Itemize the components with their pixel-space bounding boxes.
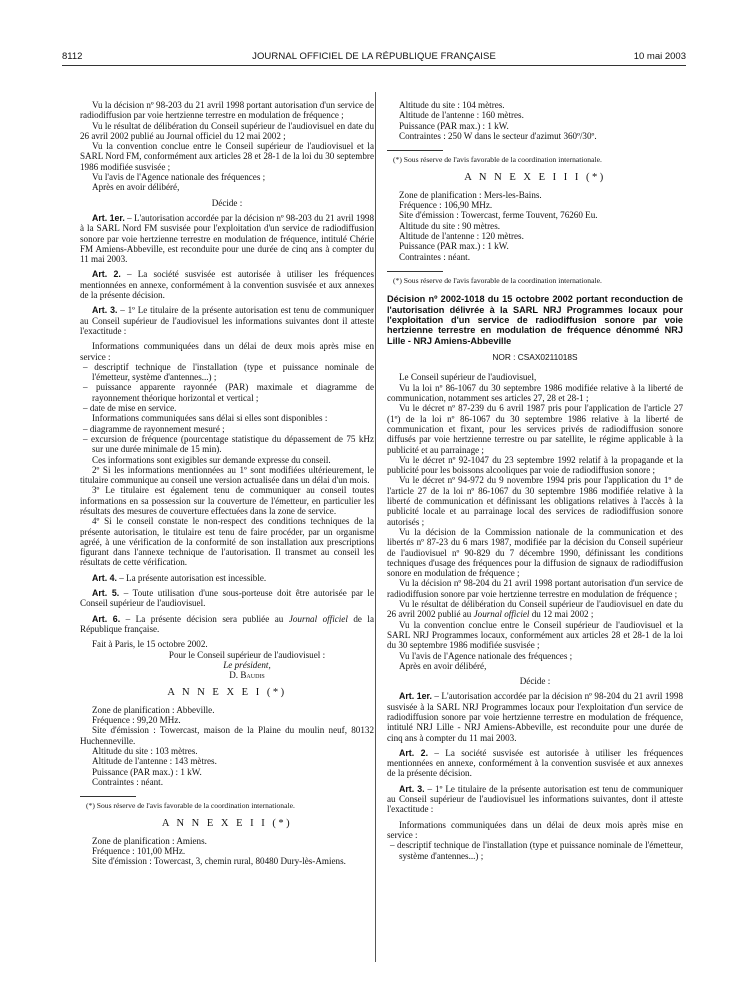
journal-officiel-ref: Journal officiel — [473, 609, 530, 620]
article-label: Art. 1er. — [92, 212, 125, 223]
visa-paragraph: Vu la loi nº 86-1067 du 30 septembre 1986 modifiée relative à la liberté de communication, notamment ses articles 27, 28 et 28-1 ; — [387, 382, 683, 404]
article-3 — [387, 784, 683, 815]
article-text: – La société susvisée est autorisée à utiliser les fréquences mentionnées en annexe, conformément à la convention susvisée et aux annexes de la présente décision. — [80, 269, 374, 301]
nor-reference: NOR : CSAX0211018S — [492, 352, 578, 363]
article-label: Art. 3. — [92, 305, 118, 316]
annexe-line: Altitude de l'antenne : 120 mètres. — [399, 230, 524, 241]
article-1 — [80, 213, 374, 264]
info-paragraph: 3º Le titulaire est également tenu de communiquer au conseil toutes informations en sa possession sur la couverture de l'émetteur, en particulier les résultats des mesures de couverture effectuées dans la zone de service. — [80, 485, 374, 516]
list-item: – date de mise en service. — [83, 403, 177, 414]
annexe-line: Contraintes : néant. — [399, 251, 470, 262]
footnote: (*) Sous réserve de l'avis favorable de la coordination internationale. — [393, 155, 602, 165]
annexe-3-title: A N N E X E I I I (*) — [464, 172, 606, 184]
footnote: (*) Sous réserve de l'avis favorable de la coordination internationale. — [393, 275, 602, 285]
journal-title: JOURNAL OFFICIEL DE LA RÉPUBLIQUE FRANÇAISE — [252, 51, 496, 62]
president-label: Le président, — [223, 659, 271, 670]
president-title — [80, 660, 374, 670]
decide-heading: Décide : — [519, 676, 551, 687]
article-label: Art. 4. — [92, 572, 117, 583]
annexe-line: Puissance (PAR max.) : 1 kW. — [399, 120, 509, 131]
list-item: – diagramme de rayonnement mesuré ; — [83, 423, 225, 434]
info-paragraph: Ces informations sont exigibles sur demande expresse du conseil. — [92, 454, 331, 465]
article-label: Art. 5. — [92, 588, 120, 599]
annexe-line: Contraintes : 250 W dans le secteur d'azimut 360º/30º. — [399, 130, 597, 141]
decide-heading: Décide : — [211, 197, 243, 208]
info-paragraph: 2º Si les informations mentionnées au 1º sont modifiées ultérieurement, le titulaire communique au conseil une version actualisée dans un délai d'un mois. — [80, 464, 374, 486]
header-rule — [62, 65, 686, 66]
annexe-line: Fréquence : 106,90 MHz. — [399, 200, 493, 211]
article-5 — [80, 588, 374, 609]
annexe-2-title: A N N E X E I I (*) — [161, 818, 293, 830]
fait-a-paris: Fait à Paris, le 15 octobre 2002. — [92, 639, 208, 650]
visa-paragraph: Vu l'avis de l'Agence nationale des fréquences ; — [92, 172, 266, 183]
article-text: – La société susvisée est autorisée à utiliser les fréquences mentionnées en annexe, conformément à la convention susvisée et aux annexes de la présente décision. — [387, 747, 683, 779]
footnote: (*) Sous réserve de l'avis favorable de la coordination internationale. — [86, 801, 295, 811]
annexe-line: Site d'émission : Towercast, 3, chemin rural, 80480 Dury-lès-Amiens. — [92, 856, 346, 867]
annexe-line: Site d'émission : Towercast, maison de la Plaine du moulin neuf, 80132 Huchenneville. — [80, 725, 374, 746]
annexe-line: Puissance (PAR max.) : 1 kW. — [399, 241, 509, 252]
annexe-line: Altitude du site : 104 mètres. — [399, 100, 505, 110]
article-2 — [80, 269, 374, 300]
visa-paragraph: Après en avoir délibéré, — [399, 660, 487, 671]
visa-paragraph: Vu la décision nº 98-204 du 21 avril 1998 portant autorisation d'un service de radiodiffusion sonore par voie hertzienne terrestre en modulation de fréquence ; — [387, 578, 683, 599]
annexe-line: Altitude du site : 103 mètres. — [92, 745, 198, 756]
visa-text: Vu le résultat de délibération du Conseil supérieur de l'audiovisuel en date du 26 avril 2002 publié au — [387, 599, 683, 620]
visa-paragraph: Vu la décision nº 98-203 du 21 avril 1998 portant autorisation d'un service de radiodiffusion par voie hertzienne terrestre en modulation de fréquence ; — [80, 100, 374, 121]
visa-paragraph: Vu la décision de la Commission nationale de la communication et des libertés nº 87-23 du 6 mars 1987, modifiée par la décision du Conseil supérieur de l'audiovisuel nº 90-829 du 7 décembre 1990, définissant les conditions techniques d'usage des fréquences pour la diffusion de signaux de radiodiffusion sonore en modulation de fréquence ; — [387, 526, 683, 579]
left-column — [80, 100, 374, 965]
decision-title: Décision nº 2002-1018 du 15 octobre 2002 portant reconduction de l'autorisation délivrée à la SARL NRJ Programmes locaux pour l'exploitation d'un service de radiodiffusion sonore par voie hertzienne terrestre en modulation de fréquence dénommé NRJ Lille - NRJ Amiens-Abbeville — [387, 294, 683, 346]
annexe-line: Zone de planification : Abbeville. — [92, 704, 215, 715]
right-column — [387, 100, 683, 965]
visa-paragraph: Vu l'avis de l'Agence nationale des fréquences ; — [399, 650, 573, 661]
info-paragraph: Informations communiquées dans un délai de deux mois après mise en service : — [80, 341, 374, 362]
article-text: – 1º Le titulaire de la présente autorisation est tenu de communiquer au Conseil supérieur de l'audiovisuel les informations suivantes dont il atteste l'exactitude : — [80, 305, 374, 336]
article-text: – L'autorisation accordée par la décision nº 98-203 du 21 avril 1998 à la SARL Nord FM susvisée pour l'exploitation d'un service de radiodiffusion sonore par voie hertzienne terrestre en modulation de fréquence, intitulé Chérie FM Amiens-Abbeville, est reconduite pour une durée de cinq ans à compter du 11 mai 2003. — [80, 212, 374, 265]
article-6 — [80, 614, 374, 635]
article-2 — [387, 748, 683, 779]
list-item: – puissance apparente rayonnée (PAR) maximale et diagramme de rayonnement théorique horizontal et vertical ; — [83, 382, 374, 403]
visa-paragraph: Vu le décret nº 94-972 du 9 novembre 1994 pris pour l'application du 1º de l'article 27 de la loi nº 86-1067 du 30 septembre 1986 modifiée relative à la liberté de communication et définissant les obligations relatives à l'accès à la publicité locale et au parrainage local des services de radiodiffusion sonore autorisés ; — [387, 475, 683, 527]
annexe-line: Site d'émission : Towercast, ferme Touvent, 76260 Eu. — [399, 210, 598, 221]
visa-text: du 12 mai 2002 ; — [529, 609, 594, 620]
article-label: Art. 6. — [92, 613, 121, 624]
annexe-1-title: A N N E X E I (*) — [167, 687, 287, 699]
journal-officiel-ref: Journal officiel — [288, 613, 348, 624]
list-item: – excursion de fréquence (pourcentage statistique du dépassement de 75 kHz sur une durée minimale de 15 min). — [83, 433, 374, 455]
article-label: Art. 3. — [399, 783, 425, 794]
column-divider — [375, 92, 376, 962]
page-header — [62, 51, 686, 65]
info-paragraph: Informations communiquées sans délai si elles sont disponibles : — [92, 413, 328, 424]
page-number: 8112 — [62, 51, 83, 62]
article-label: Art. 2. — [92, 269, 121, 280]
visa-paragraph: Vu le résultat de délibération du Conseil supérieur de l'audiovisuel en date du 26 avril 2002 publié au Journal officiel du 12 mai 2002 ; — [80, 120, 374, 141]
conseil-heading: Le Conseil supérieur de l'audiovisuel, — [399, 372, 537, 383]
info-paragraph: Informations communiquées dans un délai de deux mois après mise en service : — [387, 819, 683, 840]
note-rule — [80, 796, 136, 797]
annexe-line: Fréquence : 101,00 MHz. — [92, 846, 186, 856]
issue-date: 10 mai 2003 — [633, 51, 686, 62]
note-rule — [387, 150, 443, 151]
list-item: – descriptif technique de l'installation (type et puissance nominale de l'émetteur, système d'antennes...) ; — [83, 361, 374, 383]
annexe-line: Contraintes : néant. — [92, 776, 163, 787]
visa-paragraph: Vu la convention conclue entre le Conseil supérieur de l'audiovisuel et la SARL Nord FM, conformément aux articles 28 et 28-1 de la loi du 30 septembre 1986 modifiée susvisée ; — [80, 141, 374, 172]
article-text: – La présente décision sera publiée au — [120, 613, 289, 624]
article-4 — [80, 573, 374, 583]
article-text: – La présente autorisation est incessible. — [116, 572, 267, 583]
annexe-line: Fréquence : 99,20 MHz. — [92, 715, 181, 726]
visa-paragraph: Vu le décret nº 87-239 du 6 avril 1987 pris pour l'application de l'article 27 (1º) de la loi nº 86-1067 du 30 septembre 1986 relative à la liberté de communication et fixant, pour les services privés de radiodiffusion sonore diffusés par voie hertzienne terrestre ou par satellite, le régime applicable à la publicité et au parrainage ; — [387, 403, 683, 455]
article-text: – 1º Le titulaire de la présente autorisation est tenu de communiquer au Conseil supérieur de l'audiovisuel les informations suivantes, dont il atteste l'exactitude : — [387, 783, 683, 815]
article-label: Art. 1er. — [399, 691, 432, 702]
article-3 — [80, 305, 374, 336]
article-text: – Toute utilisation d'une sous-porteuse doit être autorisée par le Conseil supérieur de l'audiovisuel. — [80, 588, 374, 609]
pour-le-conseil: Pour le Conseil supérieur de l'audiovisuel : — [168, 649, 326, 660]
visa-paragraph: Après en avoir délibéré, — [92, 182, 180, 193]
visa-paragraph — [387, 599, 683, 620]
annexe-line: Zone de planification : Amiens. — [92, 835, 207, 846]
article-label: Art. 2. — [399, 747, 429, 758]
annexe-line: Altitude de l'antenne : 143 mètres. — [92, 756, 217, 767]
info-paragraph: 4º Si le conseil constate le non-respect des conditions techniques de la présente autorisation, le titulaire est tenu de faire procéder, par un organisme agréé, à une vérification de la conformité de son installation aux prescriptions figurant dans l'annexe technique de l'autorisation. Il transmet au conseil les résultats de cette vérification. — [80, 516, 374, 568]
annexe-line: Altitude du site : 90 mètres. — [399, 220, 501, 231]
article-text: – L'autorisation accordée par la décision nº 98-204 du 21 avril 1998 susvisée à la SARL NRJ Programmes locaux pour l'exploitation d'un service de radiodiffusion sonore par voie hertzienne terrestre en modulation de fréquence, intitulé NRJ Lille - NRJ Amiens-Abbeville, est reconduite pour une durée de cinq ans à compter du 11 mai 2003. — [387, 691, 683, 743]
annexe-line: Puissance (PAR max.) : 1 kW. — [92, 766, 202, 777]
note-rule — [387, 271, 443, 272]
visa-paragraph: Vu la convention conclue entre le Conseil supérieur de l'audiovisuel et la SARL NRJ Programmes locaux, conformément aux articles 28 et 28-1 de la loi du 30 septembre 1986 modifiée susvisée ; — [387, 619, 683, 651]
annexe-line: Altitude de l'antenne : 160 mètres. — [399, 110, 524, 121]
annexe-line: Zone de planification : Mers-les-Bains. — [399, 189, 542, 200]
article-1 — [387, 691, 683, 742]
list-item: – descriptif technique de l'installation (type et puissance nominale de l'émetteur, système d'antennes...) ; — [390, 840, 683, 861]
visa-paragraph: Vu le décret nº 92-1047 du 23 septembre 1992 relatif à la propagande et la publicité pour les boissons alcooliques par voie de radiodiffusion sonore ; — [387, 454, 683, 476]
article-text: de la République française. — [80, 613, 374, 634]
signature: D. Baudis — [229, 670, 265, 681]
